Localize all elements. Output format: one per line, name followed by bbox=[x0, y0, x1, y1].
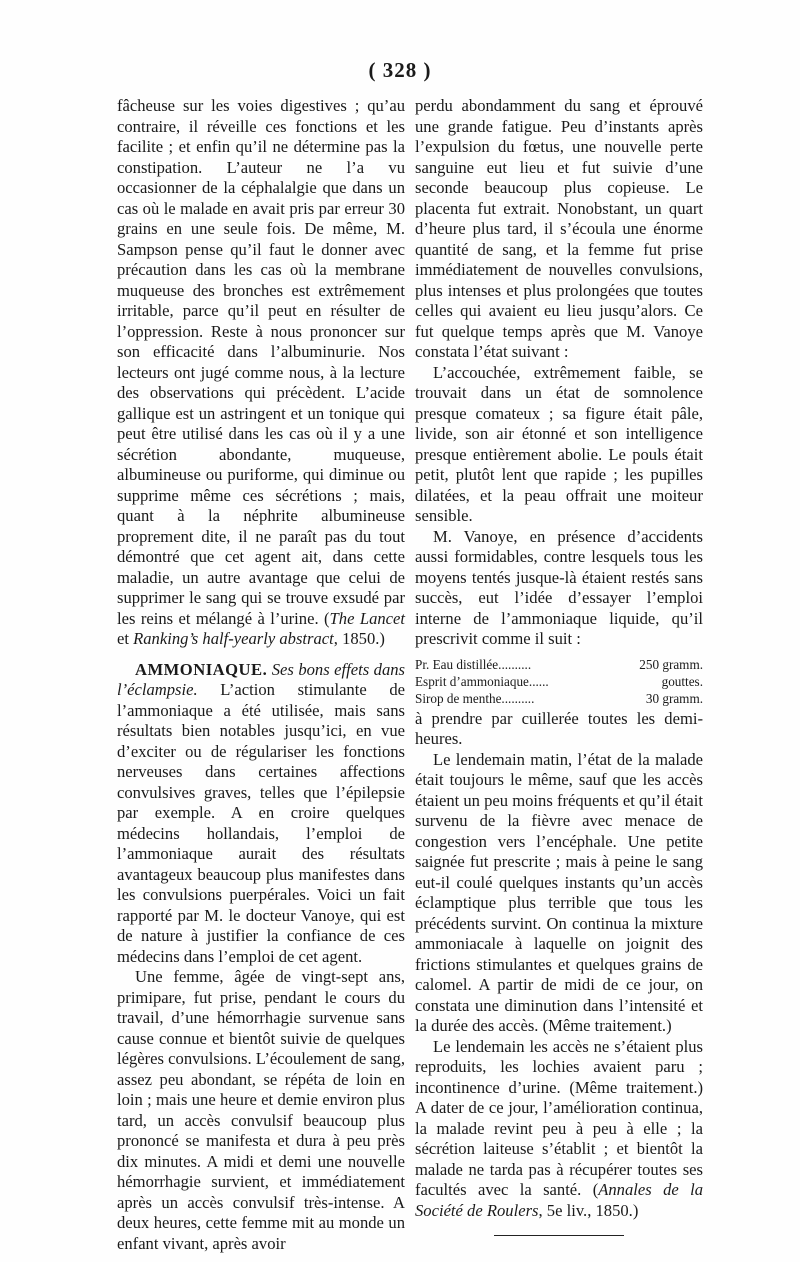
left-column bbox=[117, 96, 405, 1254]
page-number: ( 328 ) bbox=[368, 58, 432, 82]
prescription-row: Esprit d’ammoniaque...... gouttes. bbox=[415, 673, 703, 689]
prescription-row: Pr. Eau distillée.......... 250 gramm. bbox=[415, 656, 703, 672]
paragraph: fâcheuse sur les voies digestives ; qu’au contraire, il réveille ces fonctions et les facilite ; et enfin qu’il ne détermine pas la constipation. L’auteur ne l’a vu occasionner de la céphalalgie que dans un cas où le malade en avait pris par erreur 30 grains en une seule fois. De même, M. Sampson pense qu’il faut le donner avec précaution dans les cas où la membrane muqueuse des bronches est extrêmement irritable, parce qu’il peut en résulter de l’oppression. Reste à nous prononcer sur son efficacité dans l’albuminurie. Nos lecteurs ont jugé comme nous, à la lecture des observations qui précèdent. L’acide gallique est un astringent et un tonique qui peut être utilisé dans les cas où il y a une sécrétion abondante, muqueuse, albumineuse ou puriforme, qui diminue ou supprime même ces sécrétions ; mais, quant à la néphrite albumineuse proprement dite, il ne paraît pas du tout démontré que cet agent ait, dans cette maladie, un autre avantage que celui de supprimer le sang qui se trouve exsudé par les reins et mélangé à l’urine. (The Lancet et Ranking’s half-yearly abstract, 1850.) bbox=[117, 96, 405, 648]
paragraph: L’accouchée, extrêmement faible, se trouvait dans un état de somnolence presque comateux ; sa figure était pâle, livide, son air étonné et son intelligence presque entièrement abolie. Le pouls était petit, plutôt lent que rapide ; les pupilles dilatées, et la peau offrait une moiteur sensible. bbox=[415, 362, 703, 525]
section-paragraph: AMMONIAQUE. Ses bons effets dans l’éclampsie. L’action stimulante de l’ammoniaque a été utilisée, mais sans résultats bien notables jusqu’ici, en vue d’exciter ou de régulariser les fonctions nerveuses dans certaines affections convulsives graves, telles que l’épilepsie par exemple. A en croire quelques médecins hollandais, l’emploi de l’ammoniaque aurait des résultats avantageux beaucoup plus manifestes dans les convulsions puerpérales. Voici un fait rapporté par M. le docteur Vanoye, qui est de nature à justifier la confiance de ces médecins dans l’emploi de cet agent. bbox=[117, 659, 405, 966]
paragraph: Une femme, âgée de vingt-sept ans, primipare, fut prise, pendant le cours du travail, d’une hémorrhagie survenue sans cause connue et bientôt suivie de quelques légères convulsions. L’écoulement de sang, assez peu abondant, se répéta de loin en loin ; mais une heure et demie environ plus tard, un accès convulsif beaucoup plus prononcé se manifesta et dura à peu près dix minutes. A midi et demi une nouvelle hémorrhagie survient, et immédiatement après un accès convulsif très-intense. A deux heures, cette femme mit au monde un enfant vivant, après avoir bbox=[117, 967, 405, 1253]
paragraph: perdu abondamment du sang et éprouvé une grande fatigue. Peu d’instants après l’expulsion du fœtus, une nouvelle perte sanguine eut lieu et fut suivie d’une seconde beaucoup plus copieuse. Le placenta fut extrait. Nonobstant, un quart d’heure plus tard, il s’écoula une énorme quantité de sang, et la femme fut prise immédiatement de nouvelles convulsions, plus intenses et plus prolongées que toutes celles qui avaient eu lieu jusqu’alors. Ce fut quelque temps après que M. Vanoye constata l’état suivant : bbox=[415, 96, 703, 361]
right-column bbox=[415, 96, 703, 1236]
section-title: AMMONIAQUE. bbox=[135, 659, 268, 679]
end-rule bbox=[494, 1235, 624, 1236]
prescription-table bbox=[415, 656, 703, 707]
paragraph: Le lendemain matin, l’état de la malade était toujours le même, sauf que les accès étaient un peu moins fréquents et qu’il était survenu de la fièvre avec menace de congestion vers l’encéphale. Une petite saignée fut prescrite ; mais à peine le sang eut-il coulé quelques instants qu’un accès éclamptique plus terrible que tous les précédents survint. On continua la mixture ammoniacale à laquelle on joignit des frictions stimulantes et quelques grains de calomel. A partir de midi de ce jour, on constata une diminution dans l’intensité et la durée des accès. (Même traitement.) bbox=[415, 749, 704, 1035]
paragraph: Le lendemain les accès ne s’étaient plus reproduits, les lochies avaient paru ; incontinence d’urine. (Même traitement.) A dater de ce jour, l’amélioration continua, la malade revint peu à peu à elle ; la sécrétion laiteuse s’établit ; et bientôt la malade ne tarda pas à récupérer toutes ses facultés avec la santé. (Annales de la Société de Roulers, 5e liv., 1850.) bbox=[415, 1036, 704, 1220]
paragraph: M. Vanoye, en présence d’accidents aussi formidables, contre lesquels tous les moyens tentés jusque-là étaient restés sans succès, eut l’idée d’essayer l’emploi interne de l’ammoniaque liquide, qu’il prescrivit comme il suit : bbox=[415, 526, 703, 648]
section-subtitle: Ses bons effets dans l’éclampsie. bbox=[117, 659, 405, 699]
paragraph: à prendre par cuillerée toutes les demi-heures. bbox=[415, 708, 703, 748]
prescription-row: Sirop de menthe.......... 30 gramm. bbox=[415, 690, 703, 706]
